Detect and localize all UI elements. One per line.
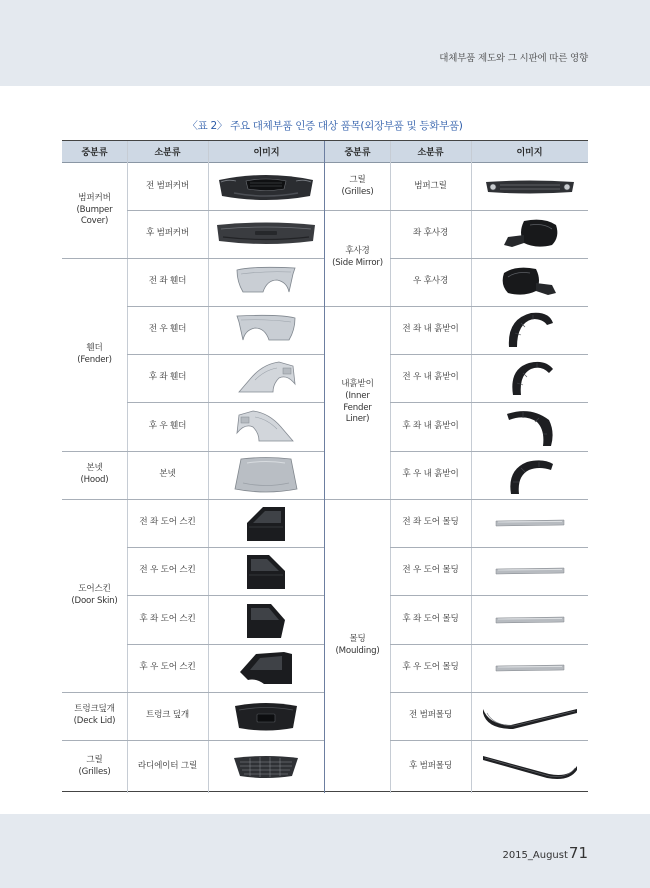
group-grilles-right: [325, 163, 390, 210]
group-inner-fender-liner: [325, 306, 390, 499]
group-fender: [62, 258, 127, 451]
rear-left-door-moulding-image: [471, 595, 588, 644]
rear-bumper-moulding-image: [471, 740, 588, 793]
group-label-en: (Hood): [80, 475, 109, 485]
top-band: [0, 0, 650, 86]
item-rear-left-liner: 후 좌 내 흙받이: [402, 420, 459, 431]
header-sub-category: 소분류: [390, 141, 471, 163]
group-side-mirror: [325, 210, 390, 306]
group-label-en: (Grilles): [341, 186, 374, 197]
front-bumper-moulding-image: [471, 692, 588, 740]
item-rear-bumper-cover: 후 범퍼커버: [145, 228, 190, 239]
group-label-ko: 내흙받이: [341, 379, 374, 390]
page-footer: [502, 844, 588, 862]
group-deck-lid: [62, 692, 127, 740]
front-left-liner-image: [471, 306, 588, 354]
group-label-en: (Deck Lid): [73, 716, 116, 726]
front-right-liner-image: [471, 354, 588, 402]
front-right-door-moulding-image: [471, 547, 588, 595]
item-rear-right-fender: 후 우 휀더: [148, 420, 187, 431]
front-right-fender-image: [208, 306, 324, 354]
group-grilles: [62, 740, 127, 793]
page-number: 71: [568, 844, 588, 862]
item-front-left-door-skin: 전 좌 도어 스킨: [139, 517, 196, 528]
rear-right-door-moulding-image: [471, 644, 588, 692]
group-label-en: (Inner Fender Liner): [343, 390, 372, 425]
group-label-ko: 트렁크덮개: [74, 704, 115, 715]
left-side-mirror-image: [471, 210, 588, 258]
front-right-door-image: [208, 547, 324, 595]
group-label-ko: 그릴: [349, 174, 366, 185]
rear-right-liner-image: [471, 451, 588, 499]
rear-left-fender-image: [208, 354, 324, 402]
radiator-grille-image: [208, 740, 324, 793]
parts-table: [62, 140, 588, 792]
item-rear-right-door-moulding: 후 우 도어 몰딩: [402, 662, 459, 673]
group-label-en: (Grilles): [78, 766, 111, 777]
group-label-en: (Fender): [77, 354, 112, 365]
item-rear-left-fender: 후 좌 휀더: [148, 372, 187, 383]
item-hood: 본넷: [159, 469, 176, 480]
item-rear-right-door-skin: 후 우 도어 스킨: [139, 662, 196, 673]
item-rear-left-door-moulding: 후 좌 도어 몰딩: [402, 613, 459, 624]
group-label-ko: 휀더: [86, 342, 103, 353]
item-right-side-mirror: 우 후사경: [413, 276, 448, 287]
item-rear-right-liner: 후 우 내 흙받이: [402, 469, 459, 480]
rear-bumper-image: [208, 210, 324, 258]
bottom-band: [0, 814, 650, 888]
issue-label: 2015_August: [502, 850, 568, 861]
group-label-ko: 그릴: [86, 754, 103, 765]
item-front-right-door-moulding: 전 우 도어 몰딩: [402, 565, 459, 576]
group-label-ko: 몰딩: [349, 634, 366, 645]
group-label-ko: 도어스킨: [78, 583, 111, 594]
rear-right-door-image: [208, 644, 324, 692]
item-front-right-door-skin: 전 우 도어 스킨: [139, 565, 196, 576]
group-label-ko: 범퍼커버: [78, 193, 111, 204]
group-label-ko: 후사경: [345, 246, 370, 257]
front-bumper-image: [208, 163, 324, 210]
item-rear-bumper-moulding: 후 범퍼몰딩: [408, 760, 453, 771]
front-left-door-moulding-image: [471, 499, 588, 547]
group-label-en: (Side Mirror): [332, 258, 383, 268]
hood-image: [208, 451, 324, 499]
header-image: 이미지: [208, 141, 325, 163]
running-title: 대체부품 제도와 그 시판에 따른 영향: [439, 53, 588, 64]
group-label-en: (Moulding): [335, 646, 380, 656]
item-front-right-liner: 전 우 내 흙받이: [402, 372, 459, 383]
header-sub-category: 소분류: [127, 141, 208, 163]
item-left-side-mirror: 좌 후사경: [413, 228, 448, 239]
rear-right-fender-image: [208, 402, 324, 451]
item-front-right-fender: 전 우 휀더: [148, 324, 187, 335]
bumper-grille-image: [471, 163, 588, 210]
item-front-left-door-moulding: 전 좌 도어 몰딩: [402, 517, 459, 528]
group-hood: [62, 451, 127, 499]
item-front-left-liner: 전 좌 내 흙받이: [402, 324, 459, 335]
group-label-ko: 본넷: [86, 463, 103, 474]
group-door-skin: [62, 499, 127, 692]
rear-left-liner-image: [471, 402, 588, 451]
group-label-en: (Bumper Cover): [76, 204, 113, 227]
group-bumper-cover: [62, 163, 127, 258]
item-radiator-grille: 라디에이터 그릴: [137, 760, 198, 771]
item-rear-left-door-skin: 후 좌 도어 스킨: [139, 613, 196, 624]
item-bumper-grille: 범퍼그릴: [414, 180, 447, 191]
rear-left-door-image: [208, 595, 324, 644]
table-caption: 〈표 2〉 주요 대체부품 인증 대상 품목(외장부품 및 등화부품): [187, 120, 463, 132]
deck-lid-image: [208, 692, 324, 740]
right-side-mirror-image: [471, 258, 588, 306]
group-moulding: [325, 499, 390, 793]
item-deck-lid: 트렁크 덮개: [145, 710, 190, 721]
header-mid-category: 중분류: [325, 141, 390, 163]
item-front-bumper-cover: 전 범퍼커버: [145, 180, 190, 191]
header-mid-category: 중분류: [62, 141, 127, 163]
item-front-left-fender: 전 좌 휀더: [148, 276, 187, 287]
front-left-fender-image: [208, 258, 324, 306]
header-image: 이미지: [471, 141, 588, 163]
front-left-door-image: [208, 499, 324, 547]
group-label-en: (Door Skin): [71, 595, 118, 606]
item-front-bumper-moulding: 전 범퍼몰딩: [408, 710, 453, 721]
